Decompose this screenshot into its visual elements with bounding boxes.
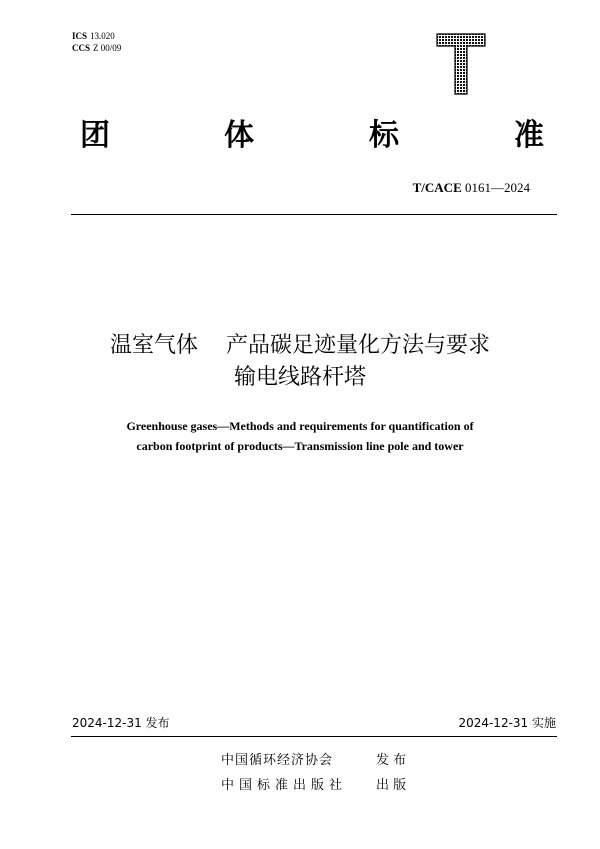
standard-number	[413, 180, 530, 196]
category-title-char-1: 团	[80, 118, 110, 153]
ics-code: 13.020	[90, 31, 115, 41]
category-title-char-2: 体	[224, 118, 254, 153]
t-standard-logo	[436, 33, 486, 95]
publisher-role: 发 布	[376, 753, 407, 768]
english-title-line-1: Greenhouse gases—Methods and requirements for quantification of	[126, 419, 474, 433]
chinese-title-part-2: 产品碳足迹量化方法与要求	[226, 333, 491, 358]
top-divider	[71, 214, 557, 215]
chinese-title-line-1	[0, 331, 600, 361]
english-title-line-2: carbon footprint of products—Transmission line pole and tower	[136, 439, 464, 453]
issue-date: 2024-12-31 发布	[72, 716, 170, 730]
press-role: 出 版	[376, 778, 407, 793]
standard-number-prefix: T/CACE	[412, 180, 462, 195]
ccs-code: Z 00/09	[93, 43, 122, 53]
implementation-date: 2024-12-31 实施	[458, 716, 556, 730]
chinese-title-part-1: 温室气体	[109, 333, 198, 358]
ccs-label: CCS	[72, 43, 91, 53]
ccs-classification	[72, 43, 121, 54]
publisher-name: 中国循环经济协会	[221, 753, 334, 768]
press-name: 中国标准出版社	[221, 778, 348, 793]
bottom-divider	[71, 736, 557, 737]
ics-label: ICS	[72, 31, 88, 41]
category-title-char-3: 标	[369, 118, 399, 153]
chinese-title-line-2: 输电线路杆塔	[233, 365, 366, 390]
ics-classification	[72, 31, 115, 42]
category-title-char-4: 准	[514, 118, 544, 153]
standard-number-value: 0161—2024	[465, 180, 530, 195]
